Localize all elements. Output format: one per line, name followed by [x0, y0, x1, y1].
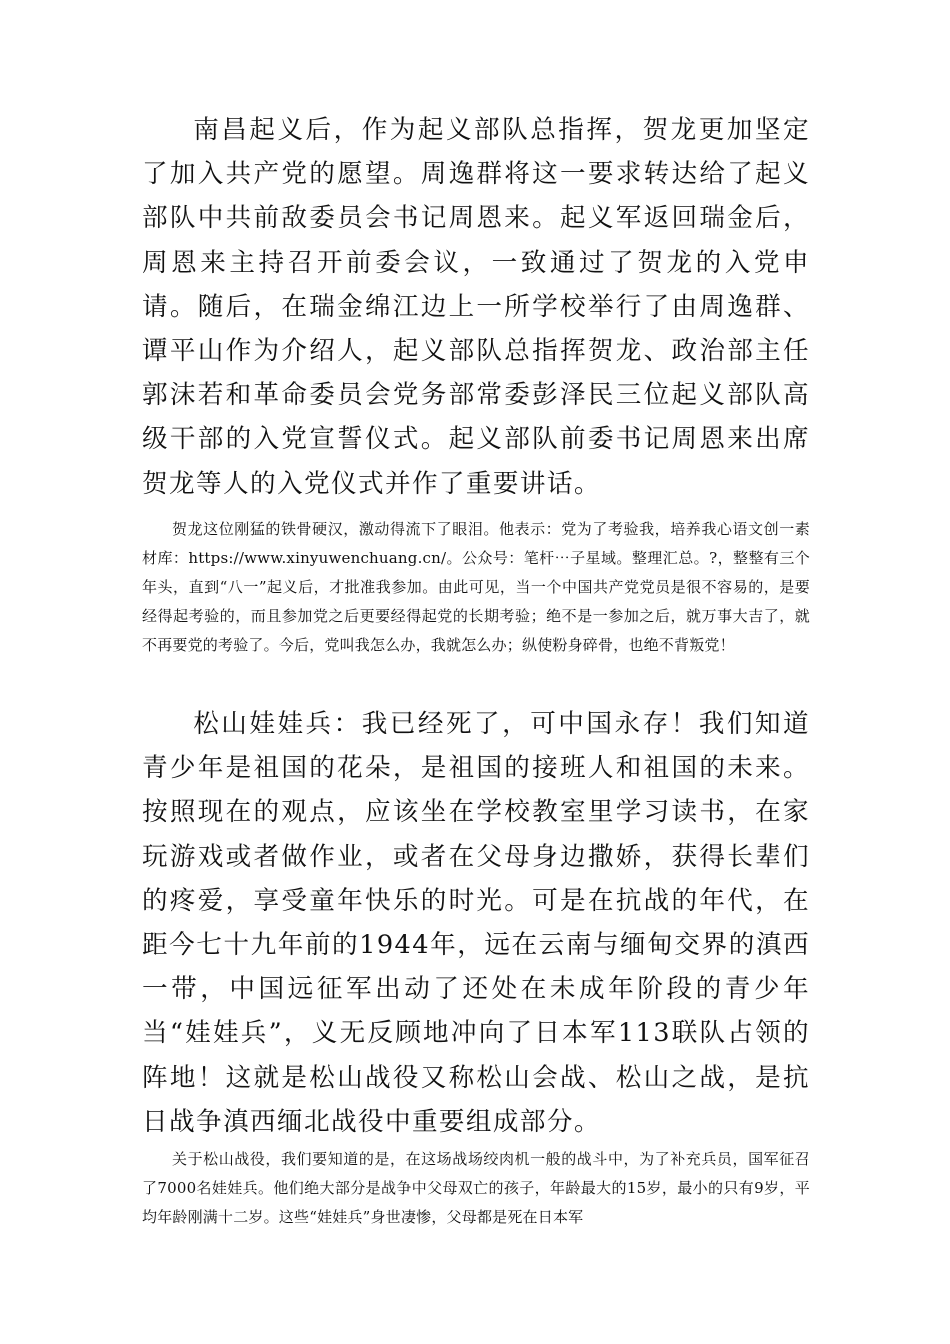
paragraph-he-long-statement: 贺龙这位刚猛的铁骨硬汉，激动得流下了眼泪。他表示：党为了考验我，培养我心语文创一素材库：https://www.xinyuwenchuang.cn/。公众号：笔杆⋯子星域。整理汇总。?，整整有三个年头，直到“八一”起义后，才批准我参加。由此可见，当一个中国共产党党员是很不容易的，是要经得起考验的，而且参加党之后更要经得起党的长期考验；绝不是一参加之后，就万事大吉了，就不再要党的考验了。今后，党叫我怎么办，我就怎么办；纵使粉身碎骨，也绝不背叛党！ [142, 520, 810, 654]
paragraph-he-long-joins-party: 南昌起义后，作为起义部队总指挥，贺龙更加坚定了加入共产党的愿望。周逸群将这一要求转达给了起义部队中共前敌委员会书记周恩来。起义军返回瑞金后，周恩来主持召开前委会议，一致通过了贺龙的入党申请。随后，在瑞金绵江边上一所学校举行了由周逸群、谭平山作为介绍人，起义部队总指挥贺龙、政治部主任郭沫若和革命委员会党务部常委彭泽民三位起义部队高级干部的入党宣誓仪式。起义部队前委书记周恩来出席贺龙等人的入党仪式并作了重要讲话。 [142, 115, 810, 499]
paragraph-songshan-child-soldiers: 松山娃娃兵：我已经死了，可中国永存！我们知道青少年是祖国的花朵，是祖国的接班人和祖国的未来。按照现在的观点，应该坐在学校教室里学习读书，在家玩游戏或者做作业，或者在父母身边撒娇，获得长辈们的疼爱，享受童年快乐的时光。可是在抗战的年代，在距今七十九年前的1944年，远在云南与缅甸交界的滇西一带，中国远征军出动了还处在未成年阶段的青少年当“娃娃兵”，义无反顾地冲向了日本军113联队占领的阵地！这就是松山战役又称松山会战、松山之战，是抗日战争滇西缅北战役中重要组成部分。 [142, 709, 810, 1137]
paragraph-songshan-battle: 关于松山战役，我们要知道的是，在这场战场绞肉机一般的战斗中，为了补充兵员，国军征召了7000名娃娃兵。他们绝大部分是战争中父母双亡的孩子，年龄最大的15岁，最小的只有9岁，平均年龄刚满十二岁。这些“娃娃兵”身世凄惨，父母都是死在日本军 [142, 1150, 810, 1226]
